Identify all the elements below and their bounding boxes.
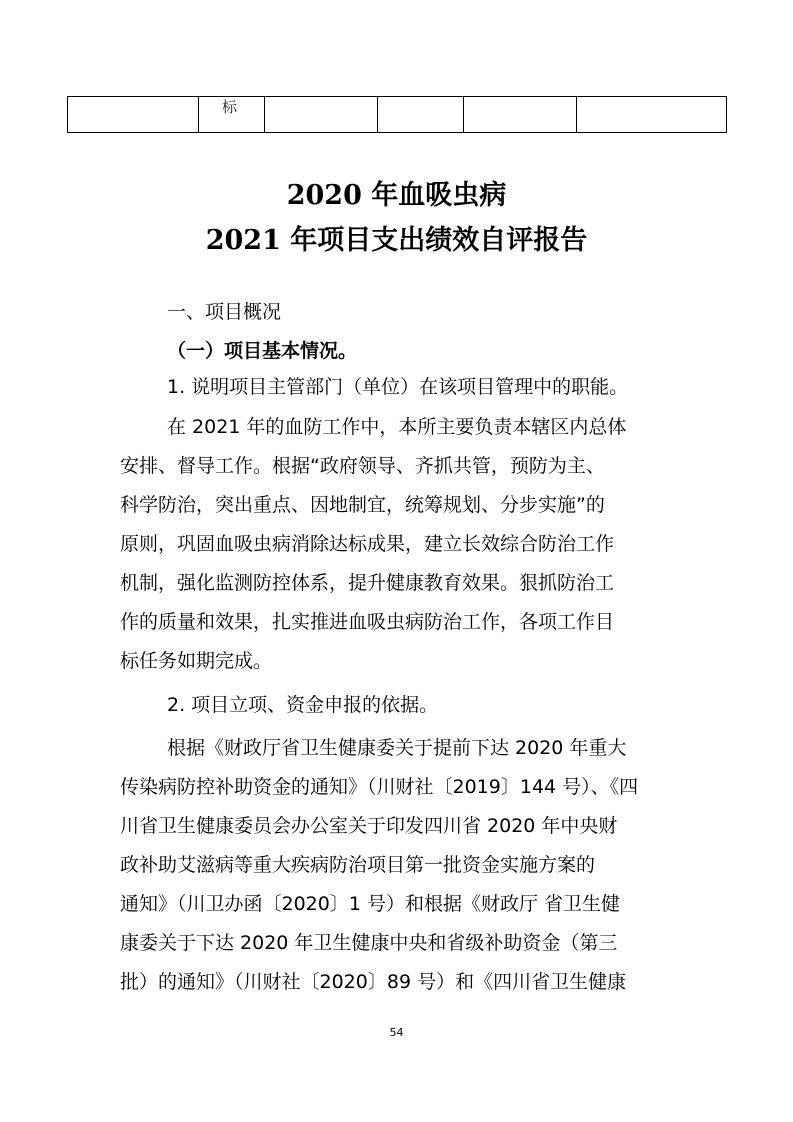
paragraph-line: 根据《财政厅省卫生健康委关于提前下达 2020 年重大 [167, 737, 627, 759]
item-1-heading: 1. 说明项目主管部门（单位）在该项目管理中的职能。 [167, 376, 629, 398]
paragraph-line: 作的质量和效果，扎实推进血吸虫病防治工作，各项工作目 [120, 611, 615, 633]
paragraph-line: 批）的通知》（川财社〔2020〕89 号）和《四川省卫生健康 [120, 971, 627, 993]
table-bottom-border [67, 132, 727, 133]
table-column-divider [198, 96, 199, 133]
report-title-line-2: 2021 年项目支出绩效自评报告 [205, 225, 588, 256]
table-left-border [67, 96, 68, 133]
paragraph-line: 机制，强化监测防控体系，提升健康教育效果。狠抓防治工 [120, 572, 615, 594]
item-2-heading: 2. 项目立项、资金申报的依据。 [167, 694, 439, 716]
table-column-divider [576, 96, 577, 133]
paragraph-line: 康委关于下达 2020 年卫生健康中央和省级补助资金（第三 [120, 932, 618, 954]
subsection-heading: （一）项目基本情况。 [167, 340, 358, 362]
section-heading: 一、项目概况 [167, 301, 282, 323]
paragraph-line: 标任务如期完成。 [120, 650, 273, 672]
table-column-divider [264, 96, 265, 133]
table-right-border [726, 96, 727, 133]
paragraph-line: 安排、督导工作。根据“政府领导、齐抓共管，预防为主、 [120, 455, 605, 477]
paragraph-line: 科学防治，突出重点、因地制宜，统筹规划、分步实施”的 [120, 494, 605, 516]
table-column-divider [377, 96, 378, 133]
paragraph-line: 在 2021 年的血防工作中，本所主要负责本辖区内总体 [167, 416, 627, 438]
paragraph-line: 川省卫生健康委员会办公室关于印发四川省 2020 年中央财 [120, 815, 618, 837]
table-cell-text: 标 [222, 98, 238, 116]
paragraph-line: 原则，巩固血吸虫病消除达标成果，建立长效综合防治工作 [120, 533, 615, 555]
paragraph-line: 传染病防控补助资金的通知》（川财社〔2019〕144 号）、《四 [120, 776, 639, 798]
paragraph-line: 政补助艾滋病等重大疾病防治项目第一批资金实施方案的 [120, 854, 596, 876]
page-number: 54 [389, 1026, 404, 1039]
report-title-line-1: 2020 年血吸虫病 [286, 180, 507, 211]
table-column-divider [463, 96, 464, 133]
table-top-border [67, 96, 727, 97]
paragraph-line: 通知》（川卫办函〔2020〕1 号）和根据《财政厅 省卫生健 [120, 893, 621, 915]
